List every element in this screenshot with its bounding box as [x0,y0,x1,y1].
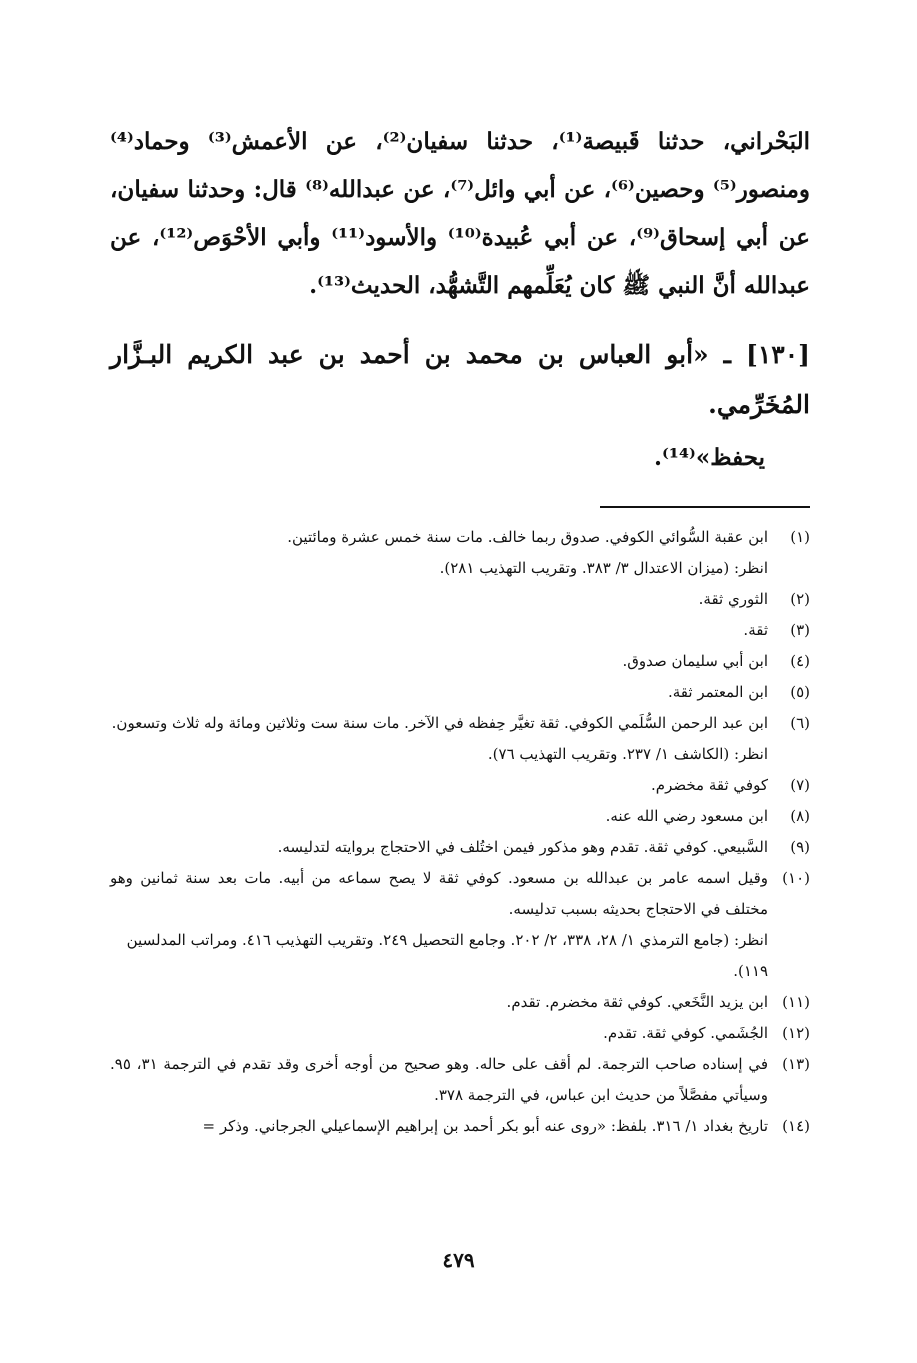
footnote-number: (١٣) [782,1055,810,1073]
footnote-item [110,584,810,615]
footnote-text: ابن مسعود رضي الله عنه. [605,807,768,825]
footnote-item [110,615,810,646]
footnote-text: ابن عقبة السُّوائي الكوفي. صدوق ربما خالف. مات سنة خمس عشرة ومائتين. [287,528,768,546]
footnote-item [110,1049,810,1111]
main-paragraph: البَحْراني، حدثنا قَبيصة⁽¹⁾، حدثنا سفيان⁽²⁾، عن الأعمش⁽³⁾ وحماد⁽⁴⁾ ومنصور⁽⁵⁾ وحصين⁽⁶⁾، عن أبي وائل⁽⁷⁾، عن عبدالله⁽⁸⁾ قال: وحدثنا سفيان، عن أبي إسحاق⁽⁹⁾، عن أبي عُبيدة⁽¹⁰⁾ والأسود⁽¹¹⁾ وأبي الأحْوَص⁽¹²⁾، عن عبدالله أنَّ النبي ﷺ كان يُعَلِّمهم التَّشهُّد، الحديث⁽¹³⁾. [110,128,811,299]
footnote-number: (٣) [790,621,810,639]
footnote-item [110,770,810,801]
footnote-number: (١١) [782,993,810,1011]
page-number: ٤٧٩ [442,1248,475,1272]
footnote-text: وقيل اسمه عامر بن عبدالله بن مسعود. كوفي ثقة لا يصح سماعه من أبيه. مات بعد سنة ثمانين وهو مختلف في الاحتجاج بحديثه بسبب تدليسه. [110,869,768,918]
footnote-number: (١٢) [782,1024,810,1042]
footnote-number: (١٠) [782,869,810,887]
footnote-text: الجُشَمي. كوفي ثقة. تقدم. [603,1024,768,1042]
entry-heading: [١٣٠] ـ «أبو العباس بن محمد بن أحمد بن عبد الكريم البـزَّار المُخَرِّمي. [110,340,810,419]
footnote-item [110,832,810,863]
footnote-text: ابن أبي سليمان صدوق. [622,652,768,670]
footnote-number: (١) [790,528,810,546]
footnote-separator [600,506,810,508]
footnote-item [110,863,810,987]
footnote-reference: انظر: (ميزان الاعتدال ٣/ ٣٨٣. وتقريب التهذيب ٢٨١). [439,559,768,577]
footnote-number: (٧) [790,776,810,794]
page-body [110,118,810,1142]
footnote-text: ابن يزيد النَّخَعي. كوفي ثقة مخضرم. تقدم. [506,993,768,1011]
footnote-number: (٩) [790,838,810,856]
footnote-text: ابن المعتمر ثقة. [668,683,768,701]
footnote-text: كوفي ثقة مخضرم. [651,776,768,794]
footnote-item [110,801,810,832]
entry-sub: يحفظ»⁽¹⁴⁾. [654,444,765,471]
footnote-text: ابن عبد الرحمن السُّلَمي الكوفي. ثقة تغيَّر حِفظه في الآخر. مات سنة ست وثلاثين ومائة وله ثلاث وتسعون. [111,714,768,732]
footnote-text: الثوري ثقة. [698,590,768,608]
biography-entry [110,330,810,480]
footnote-text: السَّبيعي. كوفي ثقة. تقدم وهو مذكور فيمن اختُلف في الاحتجاج بروايته لتدليسه. [277,838,768,856]
main-text [110,118,810,480]
footnote-reference: انظر: (الكاشف ١/ ٢٣٧. وتقريب التهذيب ٧٦). [487,745,768,763]
footnote-number: (٥) [790,683,810,701]
footnotes [110,522,810,1142]
footnote-number: (١٤) [782,1117,810,1135]
footnote-text: ثقة. [743,621,768,639]
footnote-number: (٨) [790,807,810,825]
footnote-item [110,677,810,708]
footnote-number: (٤) [790,652,810,670]
footnote-number: (٢) [790,590,810,608]
footnote-item [110,1111,810,1142]
footnote-item [110,708,810,770]
footnote-text: تاريخ بغداد ١/ ٣١٦. بلفظ: «روى عنه أبو بكر أحمد بن إبراهيم الإسماعيلي الجرجاني. وذكر = [202,1117,768,1135]
footnote-item [110,522,810,584]
footnote-item [110,987,810,1018]
footnote-item [110,646,810,677]
footnote-item [110,1018,810,1049]
footnote-text: في إسناده صاحب الترجمة. لم أقف على حاله. وهو صحيح من أوجه أخرى وقد تقدم في الترجمة ٣١، ٩٥. وسيأتي مفصَّلاً من حديث ابن عباس، في الترجمة ٣٧٨. [110,1055,769,1104]
footnote-number: (٦) [790,714,810,732]
footnote-reference: انظر: (جامع الترمذي ١/ ٢٨، ٣٣٨، ٢/ ٢٠٢. وجامع التحصيل ٢٤٩. وتقريب التهذيب ٤١٦. ومراتب المدلسين ١١٩). [126,931,768,980]
